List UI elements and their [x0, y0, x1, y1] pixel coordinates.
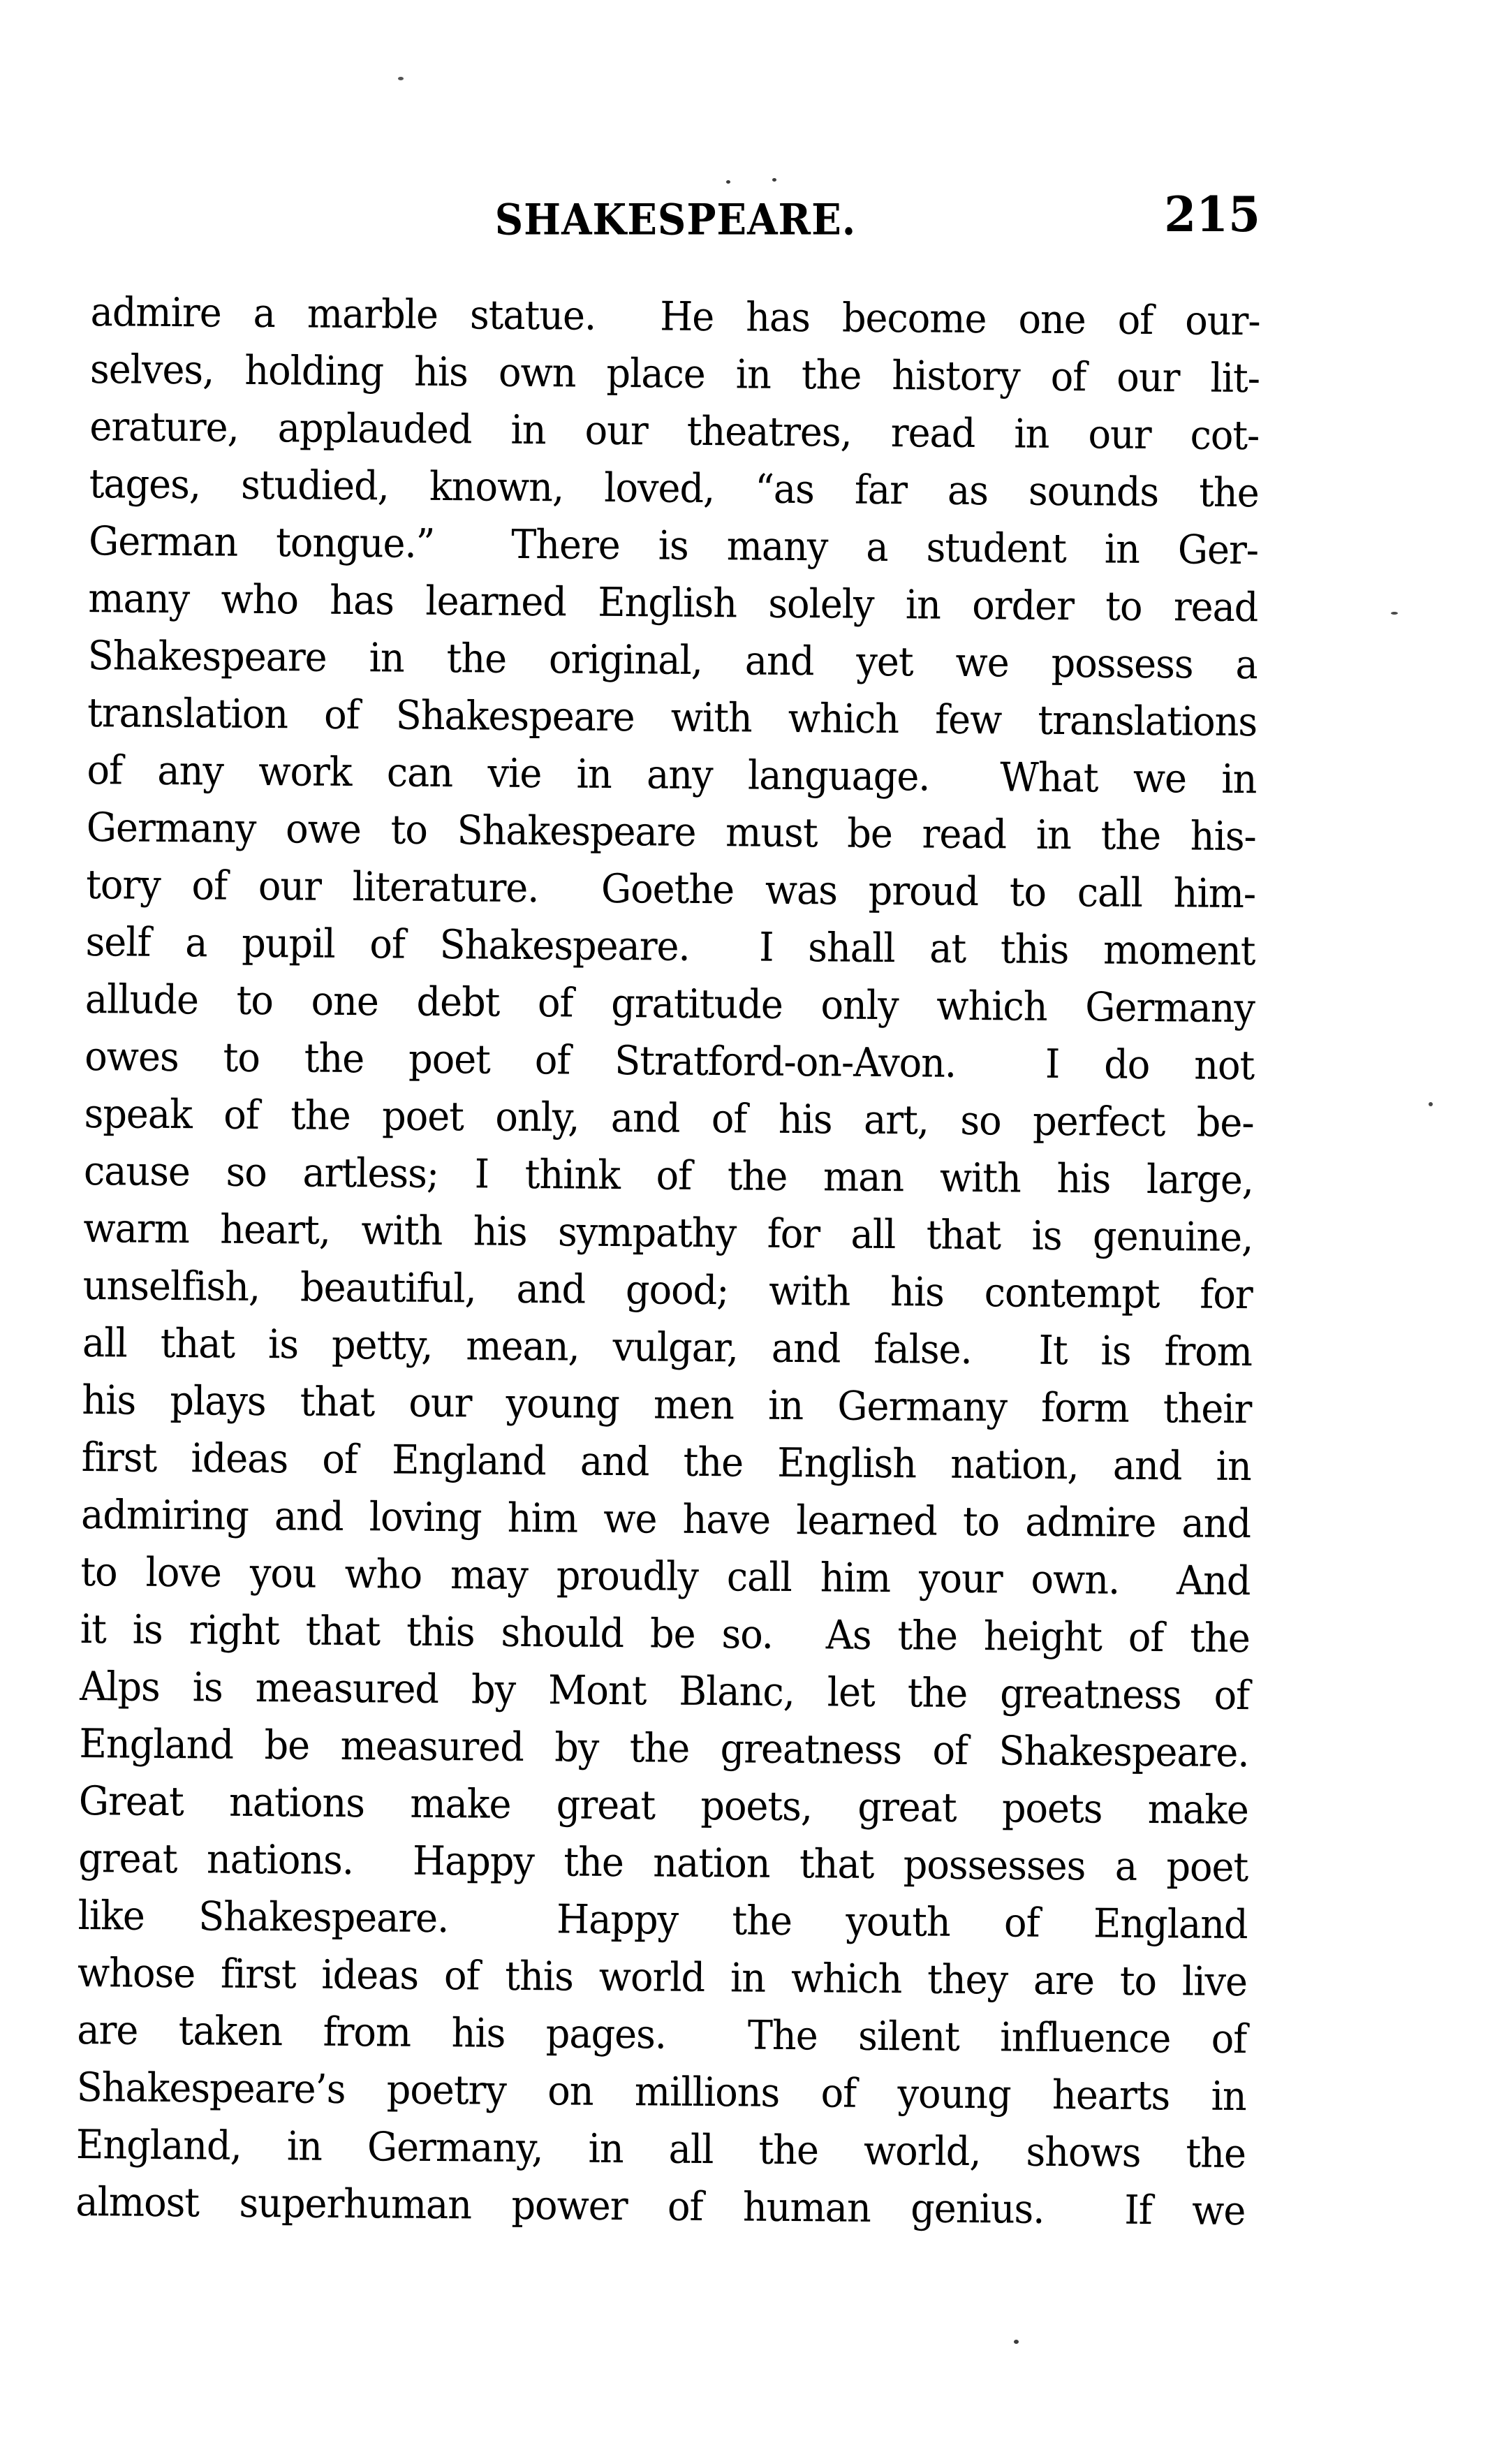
ink-speck — [772, 178, 776, 182]
text-line: Great nations make great poets, great poets make — [78, 1777, 1249, 1833]
text-line: Shakespeare’s poetry on millions of young hearts in — [76, 2064, 1246, 2120]
page-header — [91, 186, 1260, 249]
text-line: are taken from his pages. The silent influence of — [77, 2007, 1247, 2062]
page-number: 215 — [1164, 186, 1260, 243]
text-line: selves, holding his own place in the history of our lit- — [89, 346, 1260, 402]
text-line: tages, studied, known, loved, “as far as sounds the — [89, 460, 1259, 517]
text-line: tory of our literature. Goethe was proud to call him- — [85, 861, 1256, 917]
ink-speck — [398, 77, 404, 80]
text-line: Alps is measured by Mont Blanc, let the greatness of — [79, 1663, 1250, 1719]
text-line: self a pupil of Shakespeare. I shall at this moment — [85, 918, 1255, 974]
text-line: admiring and loving him we have learned to admire and — [80, 1491, 1251, 1547]
text-line: warm heart, with his sympathy for all that is genuine, — [83, 1205, 1253, 1261]
text-line: admire a marble statue. He has become one of our- — [90, 288, 1260, 345]
text-line: almost superhuman power of human genius. If we — [75, 2178, 1246, 2234]
text-line: like Shakespeare. Happy the youth of England — [78, 1892, 1248, 1948]
text-line: cause so artless; I think of the man with his large, — [83, 1147, 1254, 1203]
text-line: allude to one debt of gratitude only which Germany — [84, 976, 1255, 1032]
text-line: owes to the poet of Stratford-on-Avon. I do not — [84, 1033, 1255, 1089]
body-text — [75, 284, 1260, 2240]
text-line: German tongue.” There is many a student in Ger- — [88, 518, 1259, 574]
text-line: speak of the poet only, and of his art, so perfect be- — [84, 1090, 1254, 1146]
text-line: it is right that this should be so. As the height of the — [80, 1606, 1251, 1662]
text-line: Shakespeare in the original, and yet we possess a — [87, 632, 1258, 688]
ink-speck — [1429, 1102, 1433, 1106]
running-head-title: SHAKESPEARE. — [494, 195, 857, 245]
text-line: Germany owe to Shakespeare must be read in the his- — [86, 804, 1257, 860]
text-line: first ideas of England and the English nation, and in — [81, 1434, 1252, 1490]
text-line: many who has learned English solely in order to read — [88, 575, 1258, 631]
ink-speck — [1391, 612, 1398, 615]
text-line: his plays that our young men in Germany form their — [82, 1377, 1252, 1432]
text-line: England be measured by the greatness of Shakespeare. — [79, 1720, 1249, 1776]
text-line: erature, applauded in our theatres, read in our cot- — [89, 403, 1260, 460]
ink-speck — [726, 180, 730, 184]
ink-speck — [1014, 2340, 1019, 2344]
text-line: unselfish, beautiful, and good; with his contempt for — [82, 1262, 1253, 1318]
text-line: to love you who may proudly call him your own. And — [80, 1548, 1251, 1604]
text-line: of any work can vie in any language. What we in — [87, 747, 1257, 802]
text-line: great nations. Happy the nation that possesses a poet — [78, 1835, 1248, 1891]
text-line: all that is petty, mean, vulgar, and false. It is from — [82, 1319, 1253, 1375]
text-line: translation of Shakespeare with which few translations — [87, 689, 1258, 745]
text-line: England, in Germany, in all the world, shows the — [75, 2120, 1246, 2177]
text-line: whose first ideas of this world in which they are to live — [77, 1949, 1248, 2005]
